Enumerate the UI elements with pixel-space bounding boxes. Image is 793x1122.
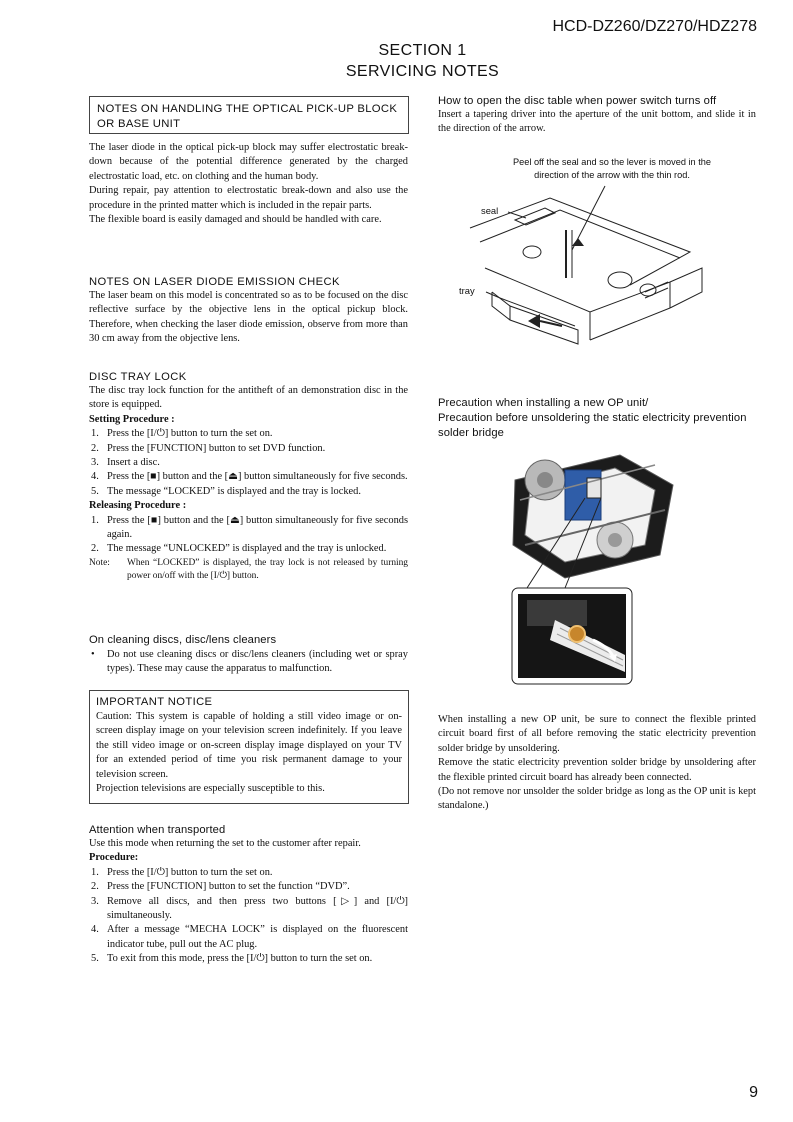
list-item: 4. Press the [■] button and the [⏏] button simultaneously for five seconds. <box>91 471 408 483</box>
list-item: 2. Press the [FUNCTION] button to set DVD function. <box>91 442 326 454</box>
important-notice-paragraph: Projection televisions are especially susceptible to this. <box>96 783 325 795</box>
setting-steps <box>89 427 408 499</box>
list-item: 2. The message “UNLOCKED” is displayed and the tray is unlocked. <box>91 543 387 555</box>
op-unit-title-line: Precaution before unsoldering the static electricity prevention solder bridge <box>438 412 747 439</box>
disc-table-body: Insert a tapering driver into the aperture of the unit bottom, and slide it in the direction of the arrow. <box>438 109 756 135</box>
model-number: HCD-DZ260/DZ270/HDZ278 <box>552 18 757 35</box>
list-item: 1. Press the [I/⏻] button to turn the set on. <box>91 866 273 878</box>
section-title: SERVICING NOTES <box>345 63 500 80</box>
procedure-title: Procedure: <box>89 852 139 864</box>
optical-notes-box <box>89 96 409 134</box>
laser-check-title: NOTES ON LASER DIODE EMISSION CHECK <box>89 276 340 288</box>
section-number: SECTION 1 <box>378 42 467 59</box>
list-item: 3. Remove all discs, and then press two buttons [▷] and [I/⏻] simultaneously. <box>91 895 408 922</box>
op-unit-body <box>438 713 756 814</box>
op-unit-title-line: Precaution when installing a new OP unit/ <box>438 397 649 409</box>
transport-title: Attention when transported <box>89 824 226 836</box>
op-unit-paragraph: (Do not remove nor unsolder the solder bridge as long as the OP unit is kept standalone.) <box>438 786 756 812</box>
list-item: 1. Press the [I/⏻] button to turn the set on. <box>91 428 273 440</box>
cleaning-title: On cleaning discs, disc/lens cleaners <box>89 634 277 646</box>
label-tray: tray <box>459 285 475 296</box>
list-item: 3. Insert a disc. <box>91 457 160 469</box>
note-label: Note: <box>89 557 110 568</box>
list-item: 4. After a message “MECHA LOCK” is displayed on the fluorescent indicator tube, pull out the AC plug. <box>91 924 408 950</box>
list-item: 5. To exit from this mode, press the [I/⏻] button to turn the set on. <box>91 953 373 965</box>
op-unit-closeup <box>512 588 632 684</box>
releasing-steps <box>89 514 408 557</box>
op-unit-paragraph: When installing a new OP unit, be sure to connect the flexible printed circuit board first of all before removing the static electricity prevention solder bridge by unsoldering. <box>438 714 756 754</box>
sled-motor-hub <box>608 533 622 547</box>
page-number: 9 <box>749 1084 758 1101</box>
side-rib <box>645 288 668 298</box>
seal-leader-line <box>508 212 526 218</box>
optical-notes-title: NOTES ON HANDLING THE OPTICAL PICK-UP BLOCK OR BASE UNIT <box>97 103 398 130</box>
round-hole <box>608 272 632 288</box>
unit-bottom-edge <box>590 308 670 340</box>
list-item: 1. Press the [■] button and the [⏏] button simultaneously for five seconds again. <box>91 514 408 541</box>
op-unit-paragraph: Remove the static electricity prevention solder bridge by unsoldering after the flexible printed circuit board has already been connected. <box>438 757 756 783</box>
optical-notes-paragraph: During repair, pay attention to electrostatic break-down and also use the procedure in the printed matter which is included in the repair parts. <box>89 185 408 211</box>
optical-notes-paragraph: The flexible board is easily damaged and should be handled with care. <box>89 214 382 226</box>
disc-table-callout: Peel off the seal and so the lever is moved in the direction of the arrow with the thin rod. <box>513 157 711 180</box>
list-item: 2. Press the [FUNCTION] button to set the function “DVD”. <box>91 881 350 893</box>
arrow-icon <box>528 314 540 328</box>
tray-lock-note <box>89 557 408 583</box>
section-heading <box>300 40 545 82</box>
arrow-icon <box>572 238 584 246</box>
tray-lock-intro: The disc tray lock function for the antitheft of an demonstration disc in the store is equipped. <box>89 385 408 411</box>
transport-intro: Use this mode when returning the set to the customer after repair. <box>89 838 361 849</box>
round-hole <box>523 246 541 258</box>
important-notice-box <box>89 690 409 804</box>
optical-notes-body <box>89 141 408 227</box>
important-notice-title: IMPORTANT NOTICE <box>96 696 213 708</box>
releasing-procedure-title: Releasing Procedure : <box>89 500 187 512</box>
optical-notes-paragraph: The laser diode in the optical pick-up block may suffer electrostatic break-down because of the potential difference generated by the charged electrostatic load, etc. on clothing and the human body. <box>89 142 408 182</box>
transport-section <box>89 837 408 967</box>
laser-check-body: The laser beam on this model is concentrated so as to be focused on the disc reflective surface by the objective lens in the optical pickup block. Therefore, when checking the laser diode emission, observe from more than 30 cm away from the objective lens. <box>89 290 408 345</box>
tray-lock-section <box>89 384 408 583</box>
important-notice-paragraph: Caution: This system is capable of holding a still video image or on-screen display image on your television screen indefinitely. If you leave the still video image or on-screen display image displayed on your TV for an extended period of time you risk permanent damage to your television screen. <box>96 711 402 780</box>
unit-front-edge <box>485 268 670 312</box>
unit-right-side <box>670 268 702 308</box>
disc-table-title: How to open the disc table when power switch turns off <box>438 95 717 107</box>
transport-steps <box>89 866 408 967</box>
op-unit-title <box>438 396 756 441</box>
op-unit-photo <box>505 450 680 690</box>
list-item: • Do not use cleaning discs or disc/lens cleaners (including wet or spray types). These may cause the apparatus to malfunction. <box>91 649 408 675</box>
list-item: 5. The message “LOCKED” is displayed and the tray is locked. <box>91 485 361 497</box>
solder-bridge <box>569 626 585 642</box>
label-seal: seal <box>481 205 499 216</box>
op-unit-top-view <box>513 455 673 578</box>
tray-lock-title: DISC TRAY LOCK <box>89 371 187 383</box>
spindle-hub <box>537 472 553 488</box>
setting-procedure-title: Setting Procedure : <box>89 413 175 425</box>
side-rib <box>645 282 668 292</box>
cleaning-body <box>89 648 408 677</box>
note-text: When “LOCKED” is displayed, the tray lock is not released by turning power on/off with the [I/⏻] button. <box>127 557 408 581</box>
